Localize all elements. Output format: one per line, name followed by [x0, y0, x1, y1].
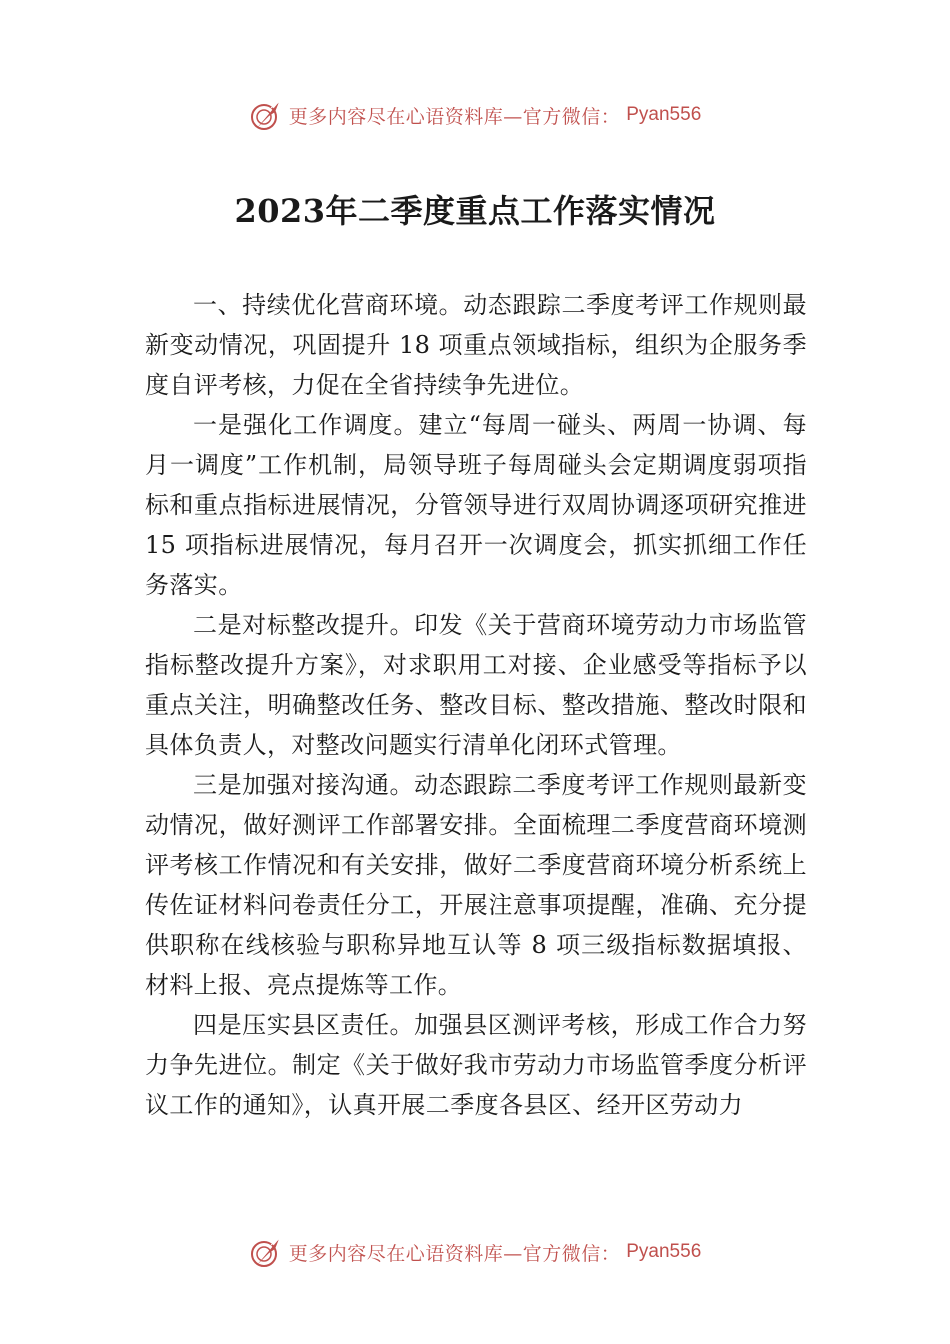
document-title: 2023年二季度重点工作落实情况: [234, 192, 716, 230]
watermark-text: 更多内容尽在心语资料库—官方微信：: [288, 1242, 621, 1265]
watermark-wechat-id: Pyan556: [626, 1241, 702, 1262]
header-watermark: [0, 95, 950, 135]
paragraph: 二是对标整改提升。印发《关于营商环境劳动力市场监管指标整改提升方案》，对求职用工对接、企业感受等指标予以重点关注，明确整改任务、整改目标、整改措施、整改时限和具体负责人，对整改问题实行清单化闭环式管理。: [145, 611, 807, 759]
quill-logo-icon: [249, 98, 283, 132]
watermark-text: 更多内容尽在心语资料库—官方微信：: [288, 105, 621, 128]
paragraph: 三是加强对接沟通。动态跟踪二季度考评工作规则最新变动情况，做好测评工作部署安排。全面梳理二季度营商环境测评考核工作情况和有关安排，做好二季度营商环境分析系统上传佐证材料问卷责任分工，开展注意事项提醒，准确、充分提供职称在线核验与职称异地互认等 8 项三级指标数据填报、材料上报、亮点提炼等工作。: [145, 771, 807, 999]
paragraph: 一是强化工作调度。建立“每周一碰头、两周一协调、每月一调度”工作机制，局领导班子每周碰头会定期调度弱项指标和重点指标进展情况，分管领导进行双周协调逐项研究推进 15 项指标进展情况，每月召开一次调度会，抓实抓细工作任务落实。: [145, 411, 807, 599]
paragraph: 四是压实县区责任。加强县区测评考核，形成工作合力努力争先进位。制定《关于做好我市劳动力市场监管季度分析评议工作的通知》，认真开展二季度各县区、经开区劳动力: [145, 1011, 807, 1119]
paragraph: 一、持续优化营商环境。动态跟踪二季度考评工作规则最新变动情况，巩固提升 18 项重点领域指标，组织为企服务季度自评考核，力促在全省持续争先进位。: [145, 291, 807, 399]
document-body: [145, 285, 807, 1125]
footer-watermark: [0, 1232, 950, 1272]
quill-logo-icon: [249, 1235, 283, 1269]
watermark-wechat-id: Pyan556: [626, 104, 702, 125]
